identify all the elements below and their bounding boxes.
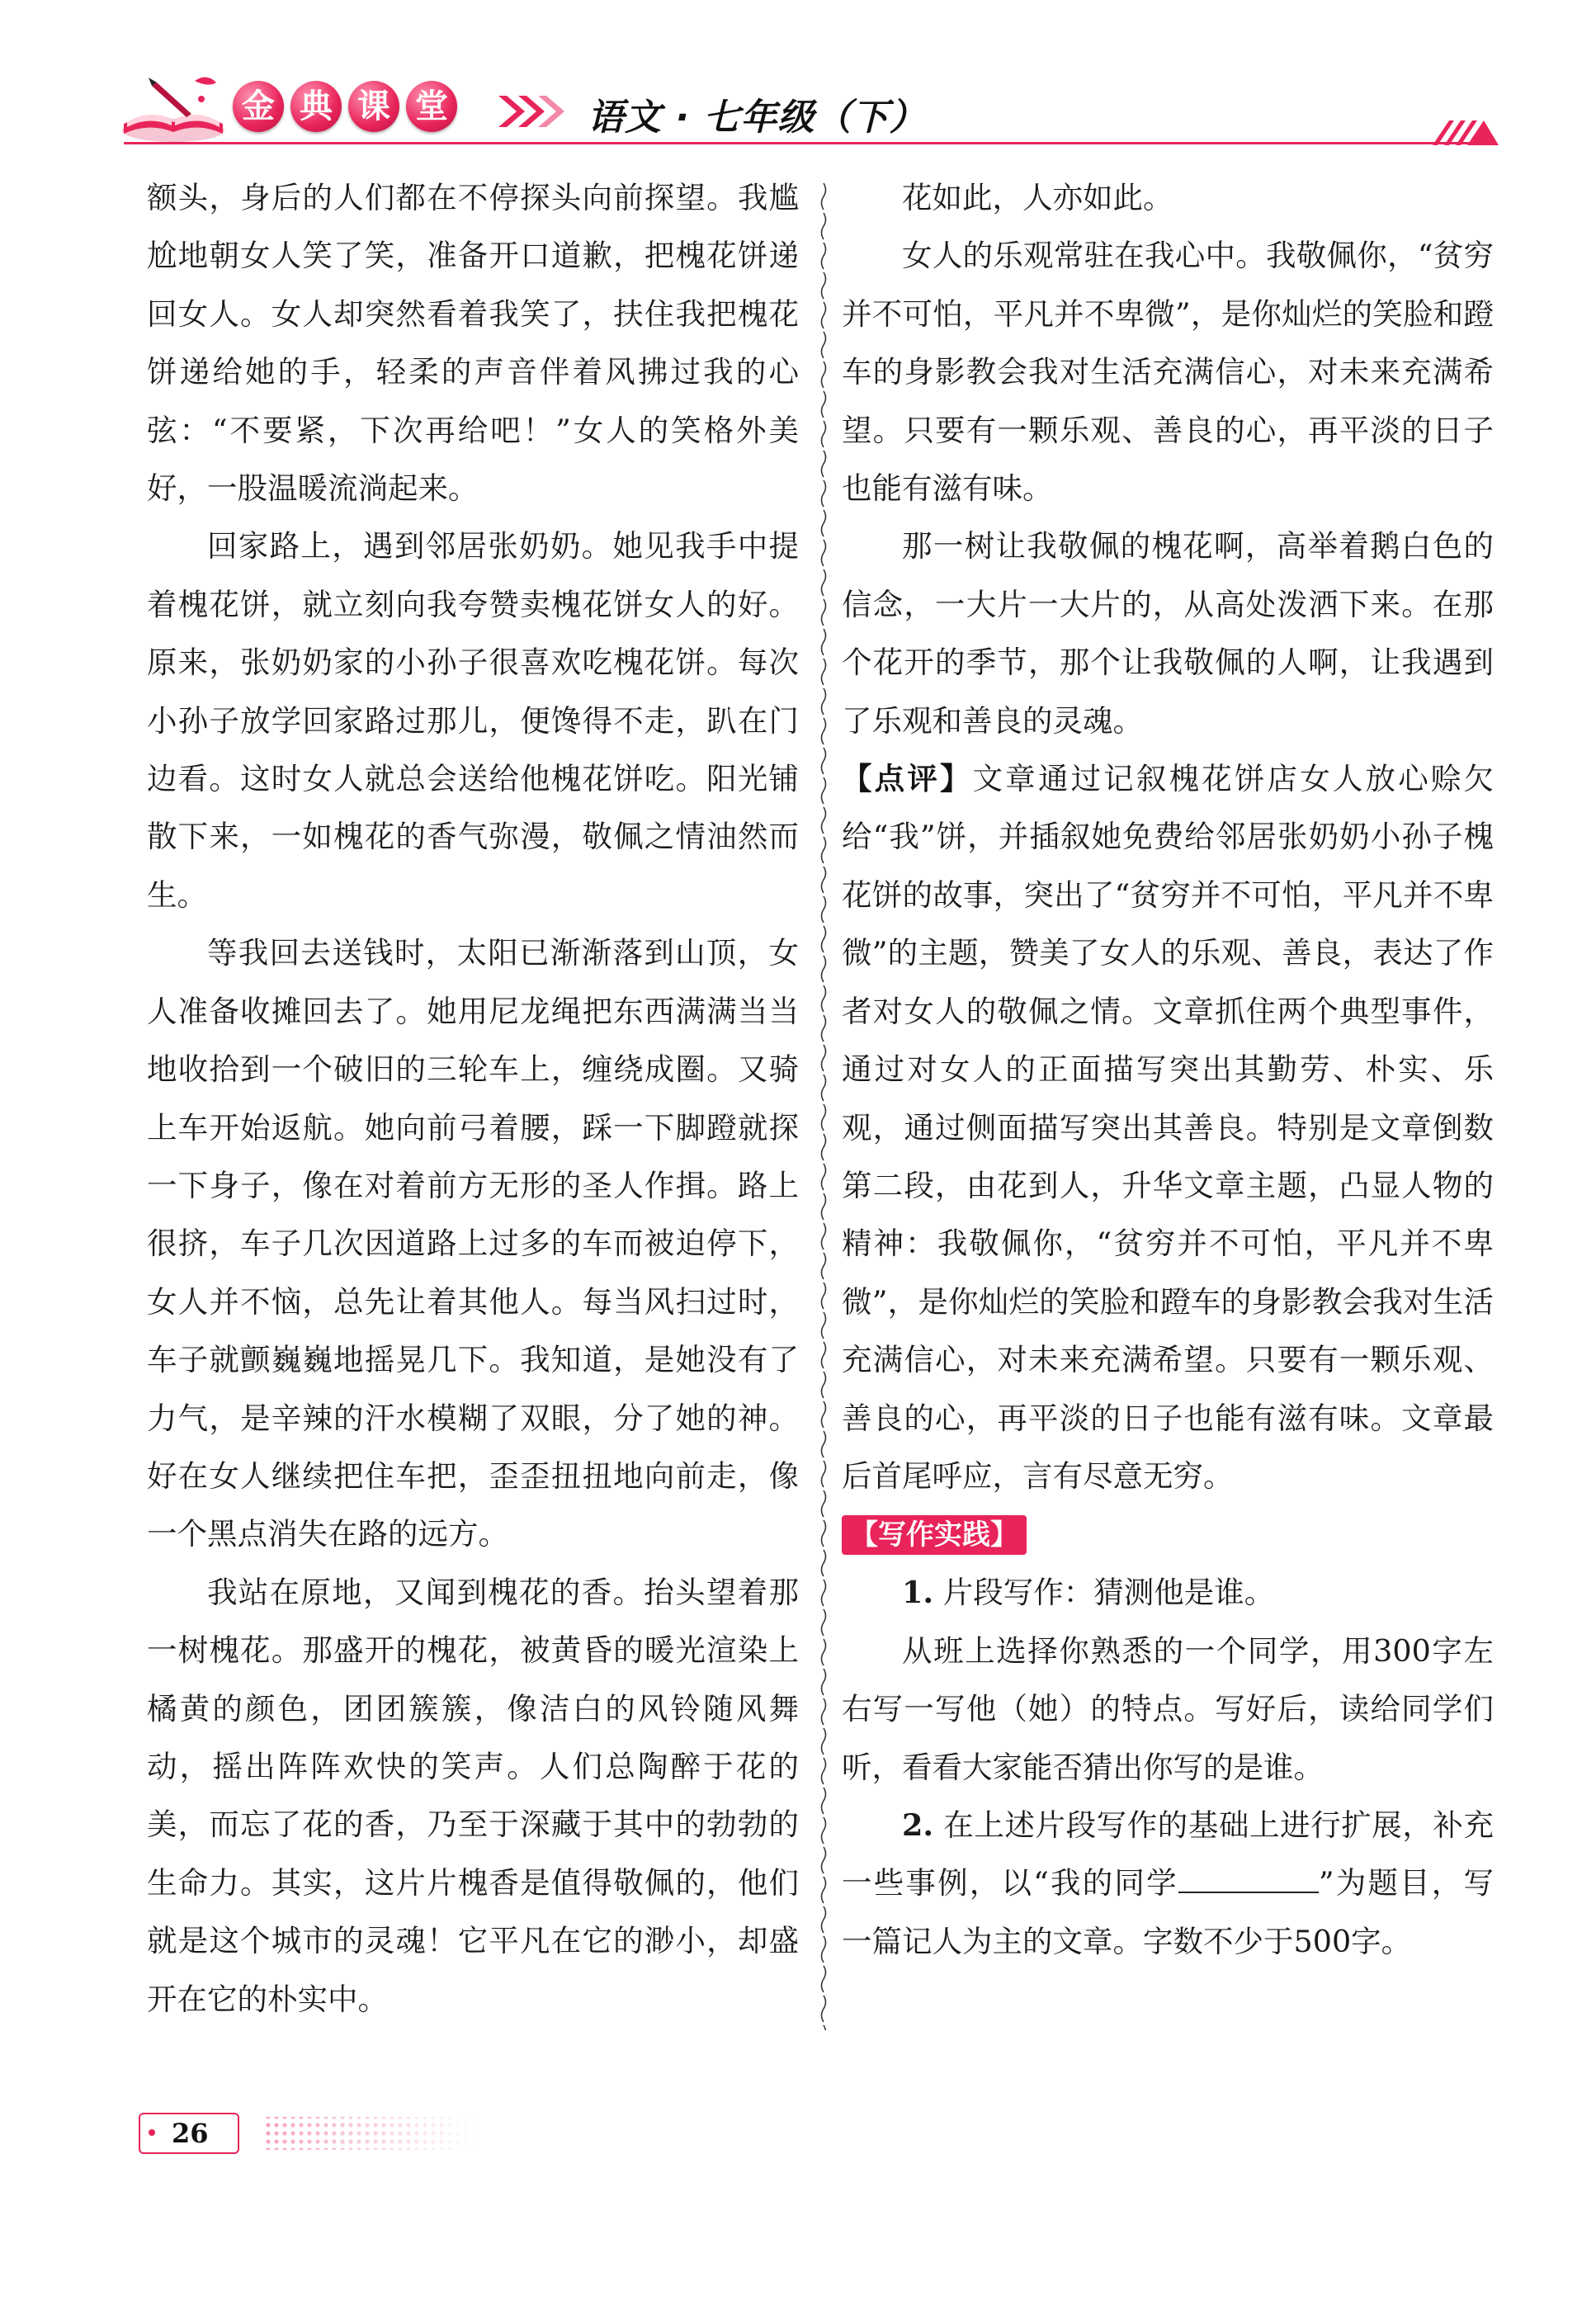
stripes-corner-icon [1433, 116, 1499, 145]
question-2 [842, 1797, 1494, 1971]
double-chevron-icon [495, 91, 569, 132]
comment-paragraph [842, 750, 1494, 1505]
book-pen-logo-icon [116, 66, 231, 149]
brand-char: 金 [233, 81, 284, 132]
question-text: ”为题目，写一篇记人为主的文章。字数不少于500字。 [842, 1865, 1494, 1959]
brand-char: 典 [290, 81, 342, 132]
practice-header [842, 1505, 1494, 1564]
brand-char: 堂 [406, 81, 457, 132]
page-number: 26 [172, 2118, 209, 2149]
comment-label: 【点评】 [842, 761, 973, 797]
left-column [147, 169, 799, 2029]
practice-label: 【写作实践】 [842, 1515, 1027, 1555]
question-number: 1. [902, 1575, 934, 1611]
paragraph: 我站在原地，又闻到槐花的香。抬头望着那一树槐花。那盛开的槐花，被黄昏的暖光渲染上橘黄的颜色，团团簇簇，像洁白的风铃随风舞动，摇出阵阵欢快的笑声。人们总陶醉于花的美，而忘了花的香，乃至于深藏于其中的勃勃的生命力。其实，这片片槐香是值得敬佩的，他们就是这个城市的灵魂！它平凡在它的渺小，却盛开在它的朴实中。 [147, 1574, 799, 2017]
fill-in-blank[interactable] [1178, 1862, 1319, 1893]
paragraph: 额头，身后的人们都在不停探头向前探望。我尴尬地朝女人笑了笑，准备开口道歉，把槐花饼递回女人。女人却突然看着我笑了，扶住我把槐花饼递给她的手，轻柔的声音伴着风拂过我的心弦：“不要紧，下次再给吧！”女人的笑格外美好，一股温暖流淌起来。 [147, 180, 799, 507]
brand-char: 课 [348, 81, 399, 132]
paragraph: 女人的乐观常驻在我心中。我敬佩你，“贫穷并不可怕，平凡并不卑微”，是你灿烂的笑脸和蹬车的身影教会我对生活充满信心，对未来充满希望。只要有一颗乐观、善良的心，再平淡的日子也能有滋有味。 [842, 238, 1494, 507]
column-divider [819, 182, 828, 2030]
dot-icon [149, 2129, 155, 2136]
question-number: 2. [902, 1807, 934, 1843]
subject-title: 语文 · 七年级（下） [588, 97, 927, 139]
paragraph: 那一树让我敬佩的槐花啊，高举着鹅白色的信念，一大片一大片的，从高处泼洒下来。在那个花开的季节，那个让我敬佩的人啊，让我遇到了乐观和善良的灵魂。 [842, 528, 1494, 739]
page-header [0, 0, 1596, 165]
brand-title [233, 81, 457, 132]
question-1-title [842, 1564, 1494, 1622]
paragraph: 等我回去送钱时，太阳已渐渐落到山顶，女人准备收摊回去了。她用尼龙绳把东西满满当当地收拾到一个破旧的三轮车上，缠绕成圈。又骑上车开始返航。她向前弓着腰，踩一下脚蹬就探一下身子，像在对着前方无形的圣人作揖。路上很挤，车子几次因道路上过多的车而被迫停下，女人并不恼，总先让着其他人。每当风扫过时，车子就颤巍巍地摇晃几下。我知道，是她没有了力气，是辛辣的汗水模糊了双眼，分了她的神。好在女人继续把住车把，歪歪扭扭地向前走，像一个黑点消失在路的远方。 [147, 935, 799, 1552]
page-number-box [139, 2113, 239, 2154]
question-title: 片段写作：猜测他是谁。 [942, 1575, 1275, 1611]
paragraph: 回家路上，遇到邻居张奶奶。她见我手中提着槐花饼，就立刻向我夸赞卖槐花饼女人的好。原来，张奶奶家的小孙子很喜欢吃槐花饼。每次小孙子放学回家路过那儿，便馋得不走，趴在门边看。这时女人就总会送给他槐花饼吃。阳光铺散下来，一如槐花的香气弥漫，敬佩之情油然而生。 [147, 528, 799, 913]
question-1-body: 从班上选择你熟悉的一个同学，用300字左右写一写他（她）的特点。写好后，读给同学们听，看看大家能否猜出你写的是谁。 [842, 1632, 1494, 1785]
dotted-decoration-icon [264, 2113, 479, 2154]
right-column [842, 169, 1494, 1971]
comment-text: 文章通过记叙槐花饼店女人放心赊欠给“我”饼，并插叙她免费给邻居张奶奶小孙子槐花饼的故事，突出了“贫穷并不可怕，平凡并不卑微”的主题，赞美了女人的乐观、善良，表达了作者对女人的敬佩之情。文章抓住两个典型事件，通过对女人的正面描写突出其勤劳、朴实、乐观，通过侧面描写突出其善良。特别是文章倒数第二段，由花到人，升华文章主题，凸显人物的精神：我敬佩你，“贫穷并不可怕，平凡并不卑微”，是你灿烂的笑脸和蹬车的身影教会我对生活充满信心，对未来充满希望。只要有一颗乐观、善良的心，再平淡的日子也能有滋有味。文章最后首尾呼应，言有尽意无穷。 [842, 761, 1494, 1494]
header-rule [124, 142, 1494, 144]
paragraph: 花如此，人亦如此。 [902, 180, 1173, 215]
question-text: 在上述片段写作的基础上进行扩展，补充一些事例，以“我的同学 [842, 1807, 1494, 1901]
page-footer [0, 2096, 1596, 2179]
